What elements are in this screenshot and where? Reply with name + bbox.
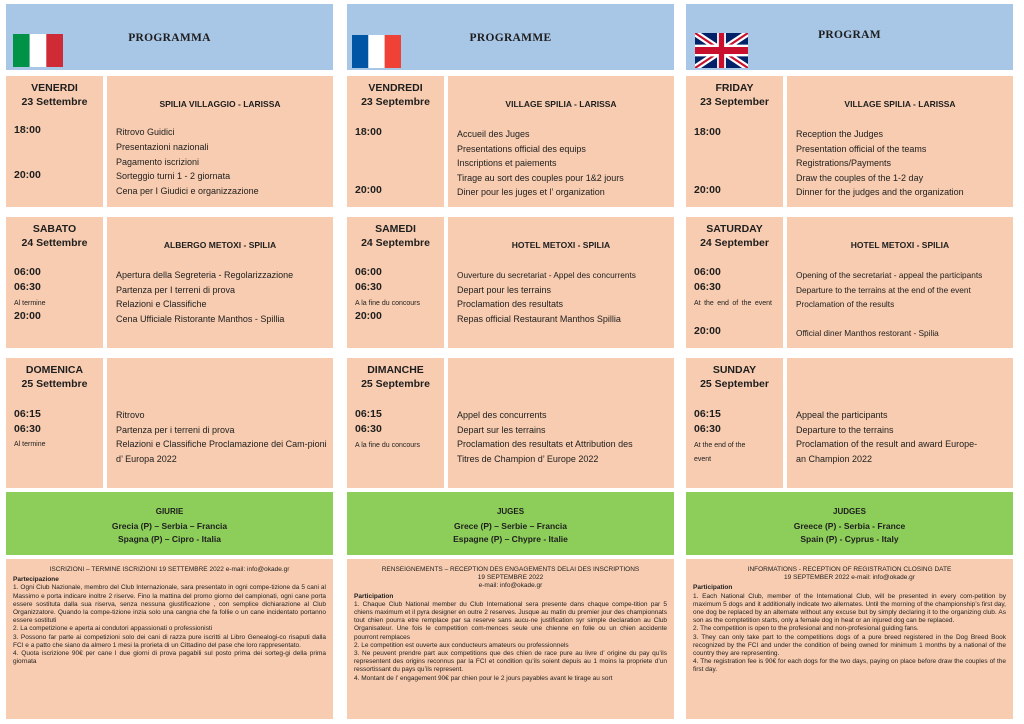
- time: 20:00: [14, 169, 41, 181]
- venue: SPILIA VILLAGGIO - LARISSA: [159, 99, 281, 109]
- program-title: PROGRAMME: [469, 32, 552, 44]
- venue: ALBERGO METOXI - SPILIA: [163, 240, 277, 250]
- jury-box: [347, 492, 674, 555]
- day-name: DIMANCHE: [367, 364, 424, 376]
- day-box-friday: [6, 76, 103, 207]
- day-box-friday: [347, 76, 444, 207]
- event-line: Proclamation of the result and award Europe-: [796, 439, 978, 449]
- event-line: Proclamation of the results: [796, 299, 895, 309]
- day-date: 24 Septembre: [361, 237, 430, 249]
- event-line: Repas official Restaurant Manthos Spillia: [457, 314, 621, 324]
- time: 06:30: [14, 423, 41, 435]
- day-name: SATURDAY: [706, 223, 763, 235]
- event-line: Depart sur les terrains: [457, 425, 546, 435]
- event-line: Presentations official des equips: [457, 144, 586, 154]
- info-date: 19 SEPTEMBRE 2022: [477, 574, 544, 582]
- venue: HOTEL METOXI - SPILIA: [850, 240, 950, 250]
- time: 06:00: [355, 266, 382, 278]
- venue: HOTEL METOXI - SPILIA: [511, 240, 611, 250]
- event-line: Presentazioni nazionali: [116, 142, 209, 152]
- info-title: ISCRIZIONI – TERMINE ISCRIZIONI 19 SETTEMBRE 2022 e-mail: info@okade.gr: [49, 566, 290, 573]
- program-title: PROGRAM: [818, 29, 881, 41]
- day-box-saturday: [347, 217, 444, 348]
- day-name: VENDREDI: [368, 82, 423, 94]
- day-name: SAMEDI: [375, 223, 416, 235]
- event-line: Apertura della Segreteria - Regolarizzazione: [116, 270, 294, 280]
- day-name: VENERDI: [31, 82, 78, 94]
- program-title: PROGRAMMA: [128, 32, 211, 44]
- day-name: SABATO: [32, 223, 77, 235]
- day-box-sunday: [686, 358, 783, 488]
- event-line: Draw the couples of the 1-2 day: [796, 173, 924, 183]
- event-line: Reception the Judges: [796, 129, 884, 139]
- column-english: [686, 0, 1019, 724]
- jury-box: [686, 492, 1013, 555]
- info-paragraph: 2. The competition is open to the profesional and non-profesional guiding fans.: [693, 625, 919, 633]
- day-date: 23 Septembre: [361, 96, 430, 108]
- info-paragraph: 1. Chaque Club National member du Club International sera presente dans chaque compe-tition par 5 chiens maximum et il pyra designer en outre 2 reserves. Jusque au matin du premier jour des championnats tout chien pourra etre remplace par sa reserve sans aucu-ne justification syr simple declaration au Club Organisateur. Une fois le competition com-mences seule une chienne en folie ou un chien accidente pourront remplaces: [354, 600, 667, 641]
- event-line: Opening of the secretariat - appeal the participants: [796, 270, 983, 280]
- info-paragraph: 3. Possono far parte ai competizioni solo dei cani di razza pure iscritti al Libro Genealogi-co risaputi dalla FCI e a patto che siano da almero 1 mesi la prorieta di un Cittadino del pase che loro rappresentato.: [13, 633, 326, 649]
- info-box: [347, 559, 674, 719]
- info-title: INFORMATIONS - RECEPTION OF REGISTRATION CLOSING DATE: [747, 566, 952, 573]
- event-box-friday: [448, 76, 674, 207]
- time-note: A la fine du concours: [355, 300, 420, 307]
- venue: VILLAGE SPILIA - LARISSA: [505, 99, 617, 109]
- info-date: 19 SEPTEMBER 2022: [784, 574, 850, 582]
- time: 06:30: [355, 281, 382, 293]
- info-subtitle: Partecipazione: [13, 576, 59, 584]
- info-paragraph: 2. Le competition est ouverte aux conducteurs amateurs ou professionnels: [354, 641, 569, 649]
- day-date: 24 September: [700, 237, 769, 249]
- event-box-saturday: [107, 217, 333, 348]
- info-paragraph: 1. Ogni Club Nazionale, membro del Club Internazionale, sara presentato in ogni compe-tizione da 5 cani al Massimo e porta indicare inoltre 2 riserve. Fino la mattina del promo giorno del campionati, ogni cane porta essere sostituta dalla sua riserva, senza nessuna giustificazione , con semplice dichiarazione al Club Organizzatore. Quando la compe-tizione inzia solo una cangna che fa follie o un cane incidentato portanno essere sostituti: [13, 584, 326, 625]
- day-box-friday: [686, 76, 783, 207]
- event-line: Cena Ufficiale Ristorante Manthos - Spillia: [116, 314, 285, 324]
- info-email: e-mail: info@okade.gr: [478, 582, 543, 590]
- time-note: At the end of the event: [694, 300, 772, 307]
- time: 06:30: [694, 281, 721, 293]
- info-subtitle: Participation: [693, 584, 733, 592]
- header-banner: [686, 4, 1013, 70]
- info-paragraph: 4. Montant de l’ engagement 90€ par chien pour le 2 jours payables avant le tirage au sort: [354, 674, 613, 682]
- info-email: e-mail: info@okade.gr: [851, 574, 915, 582]
- info-paragraph: 2. La competizione e aperta ai condutori appassionati o professionisti: [13, 625, 213, 633]
- jury-box: [6, 492, 333, 555]
- day-date: 25 Septembre: [361, 378, 430, 390]
- jury-line: Grecia (P) – Serbia – Francia: [111, 521, 228, 531]
- time: 06:30: [14, 281, 41, 293]
- day-box-sunday: [6, 358, 103, 488]
- day-date: 25 September: [700, 378, 769, 390]
- time: 18:00: [14, 124, 41, 136]
- jury-title: JUDGES: [833, 507, 866, 516]
- event-line: Sorteggio turni 1 - 2 giornata: [116, 171, 231, 181]
- jury-line: Grece (P) – Serbie – Francia: [454, 521, 567, 531]
- event-line: Appel des concurrents: [457, 410, 547, 420]
- jury-line: Greece (P) - Serbia - France: [793, 521, 906, 531]
- event-line: an Champion 2022: [796, 454, 873, 464]
- info-paragraph: 3. Ne peuvent prendre part aux competitions que des chien de race pure au livre d’ origine du pay qu’ils representent des origins reconnus par la FCI et condition qu’ils soient depuis au 1 moins la propriete d’un ressortissant du pays qu’ils represent.: [354, 650, 667, 674]
- event-line: Dinner for the judges and the organization: [796, 187, 964, 197]
- time-note: Al termine: [14, 441, 46, 448]
- time: 20:00: [694, 184, 721, 196]
- time: 06:30: [694, 423, 721, 435]
- event-line: Registrations/Payments: [796, 158, 892, 168]
- day-box-saturday: [686, 217, 783, 348]
- time: 20:00: [355, 184, 382, 196]
- event-line: Tirage au sort des couples pour 1&2 jours: [457, 173, 624, 183]
- column-italian: [6, 0, 339, 724]
- day-date: 23 Settembre: [21, 96, 88, 108]
- jury-line: Spain (P) - Cyprus - Italy: [800, 534, 899, 544]
- time: 06:00: [694, 266, 721, 278]
- info-date-email: [693, 574, 1006, 582]
- day-name: SUNDAY: [712, 364, 757, 376]
- info-subtitle: Participation: [354, 592, 394, 600]
- day-date: 23 September: [700, 96, 769, 108]
- event-line: Depart pour les terrains: [457, 285, 552, 295]
- column-french: [347, 0, 680, 724]
- event-box-friday: [787, 76, 1013, 207]
- event-line: Proclamation des resultats et Attribution des: [457, 439, 633, 449]
- event-line: Departure to the terrains at the end of the event: [796, 285, 971, 295]
- time: 20:00: [355, 310, 382, 322]
- day-box-saturday: [6, 217, 103, 348]
- day-name: DOMENICA: [25, 364, 84, 376]
- event-line: Proclamation des resultats: [457, 299, 564, 309]
- header-banner: [6, 4, 333, 70]
- time-note: A la fine du concours: [355, 442, 420, 449]
- event-line: Accueil des Juges: [457, 129, 530, 139]
- event-box-saturday: [787, 217, 1013, 348]
- day-date: 25 Settembre: [21, 378, 88, 390]
- time: 06:15: [14, 408, 41, 420]
- event-line: Ritrovo Guidici: [116, 127, 175, 137]
- event-line: Diner pour les juges et l’ organization: [457, 187, 605, 197]
- event-line: Cena per I Giudici e organizzazione: [116, 186, 259, 196]
- event-line: Partenza per i terreni di prova: [116, 425, 235, 435]
- venue: VILLAGE SPILIA - LARISSA: [844, 99, 956, 109]
- jury-title: JUGES: [496, 507, 525, 516]
- time: 20:00: [694, 325, 721, 337]
- event-line: Official diner Manthos restorant - Spilia: [796, 328, 939, 338]
- event-line: Appeal the participants: [796, 410, 888, 420]
- jury-line: Espagne (P) – Chypre - Italie: [453, 534, 568, 544]
- event-line: Departure to the terrains: [796, 425, 894, 435]
- time-note: Al termine: [14, 300, 46, 307]
- time: 06:15: [355, 408, 382, 420]
- event-line: Ouverture du secretariat - Appel des concurrents: [457, 270, 636, 280]
- time-note: At the end of the event: [694, 442, 746, 463]
- event-box-sunday: [787, 358, 1013, 488]
- time: 06:30: [355, 423, 382, 435]
- time: 06:15: [694, 408, 721, 420]
- event-line: Presentation official of the teams: [796, 144, 927, 154]
- info-paragraph: 4. Quota iscrizione 90€ per cane I due giorni di prova pagabili sul posto prima dei sorteg-gi della prima giornata: [13, 650, 326, 666]
- info-box: [686, 559, 1013, 719]
- event-box-sunday: [107, 358, 333, 488]
- jury-title: GIURIE: [155, 507, 184, 516]
- event-line: Relazioni e Classifiche Proclamazione dei Cam-pioni d’ Europa 2022: [116, 439, 327, 464]
- time: 18:00: [355, 126, 382, 138]
- event-box-sunday: [448, 358, 674, 488]
- info-paragraph: 1. Each National Club, member of the International Club, will be presented in every com-petition by maximum 5 dogs and it additionally indicate two allernates. Until the morning of the championship’s first day, one dog be replaced by an alternate without any excuse but by simply declaring it to the organizing club. As son as the comptetition starts, only a female dog in heat or an injured dog can be replaced.: [693, 592, 1006, 625]
- event-line: Pagamento iscrizioni: [116, 157, 200, 167]
- time: 18:00: [694, 126, 721, 138]
- event-line: Inscriptions et paiements: [457, 158, 557, 168]
- info-paragraph: 3. They can only take part to the competitions dogs of a pure breed registered in the Dog Breed Book recognized by the FCI and under the condition of being owned for minimum 1 months by a national of the country they are representing.: [693, 633, 1006, 658]
- event-line: Ritrovo: [116, 410, 145, 420]
- event-line: Relazioni e Classifiche: [116, 299, 207, 309]
- info-title: RENSEIGNEMENTS – RECEPTION DES ENGAGEMENTS DELAI DES INSCRIPTIONS: [381, 566, 640, 573]
- event-box-saturday: [448, 217, 674, 348]
- event-line: Titres de Champion d’ Europe 2022: [457, 454, 599, 464]
- event-line: Partenza per I terreni di prova: [116, 285, 236, 295]
- jury-line: Spagna (P) – Cipro - Italia: [118, 534, 221, 544]
- day-box-sunday: [347, 358, 444, 488]
- day-date: 24 Settembre: [21, 237, 88, 249]
- header-banner: [347, 4, 674, 70]
- time: 06:00: [14, 266, 41, 278]
- time: 20:00: [14, 310, 41, 322]
- event-box-friday: [107, 76, 333, 207]
- info-box: [6, 559, 333, 719]
- day-name: FRIDAY: [715, 82, 754, 94]
- info-paragraph: 4. The registration fee is 90€ for each dogs for the two days, paying on place before draw the couples of the first day.: [693, 658, 1006, 674]
